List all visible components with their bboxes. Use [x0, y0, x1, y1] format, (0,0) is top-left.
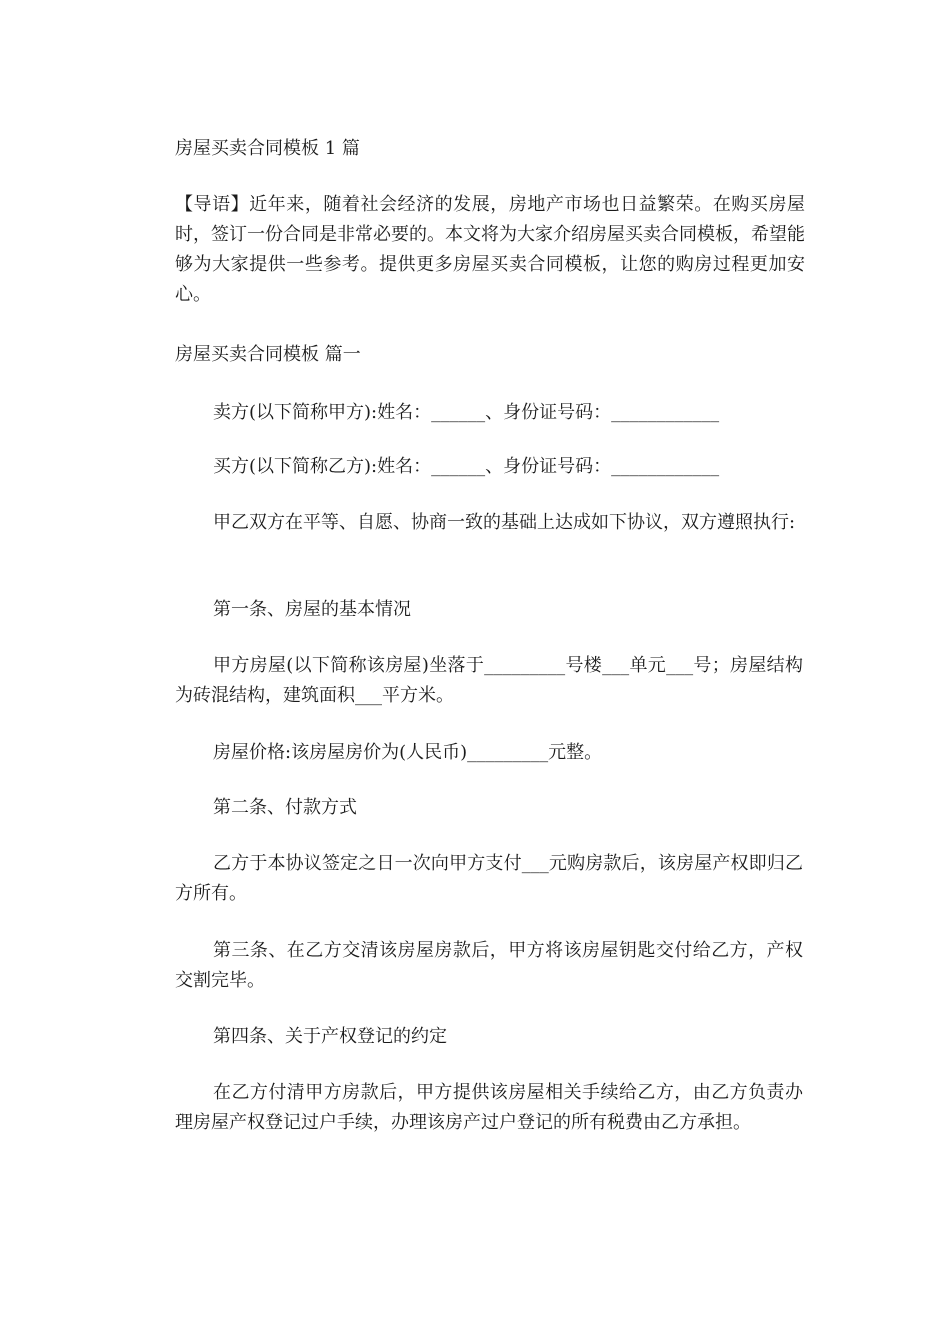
document-title: 房屋买卖合同模板 1 篇 — [175, 138, 360, 159]
buyer-line: 买方(以下简称乙方):姓名：______、身份证号码：____________ — [213, 456, 720, 477]
price-paragraph: 房屋价格:该房屋房价为(人民币)_________元整。 — [213, 742, 603, 763]
article4-title: 第四条、关于产权登记的约定 — [213, 1026, 447, 1047]
article2-title: 第二条、付款方式 — [213, 797, 357, 818]
article4-body: 在乙方付清甲方房款后，甲方提供该房屋相关手续给乙方，由乙方负责办理房屋产权登记过户手续，办理该房产过户登记的所有税费由乙方承担。 — [175, 1082, 803, 1133]
intro-paragraph: 【导语】近年来，随着社会经济的发展，房地产市场也日益繁荣。在购买房屋时，签订一份合同是非常必要的。本文将为大家介绍房屋买卖合同模板，希望能够为大家提供一些参考。提供更多房屋买卖合同模板，让您的购房过程更加安心。 — [175, 194, 805, 305]
agreement-paragraph: 甲乙双方在平等、自愿、协商一致的基础上达成如下协议，双方遵照执行: — [213, 512, 796, 533]
article3-paragraph: 第三条、在乙方交清该房屋房款后，甲方将该房屋钥匙交付给乙方，产权交割完毕。 — [175, 940, 803, 991]
section-title: 房屋买卖合同模板 篇一 — [175, 344, 361, 365]
article1-body: 甲方房屋(以下简称该房屋)坐落于_________号楼___单元___号；房屋结构为砖混结构，建筑面积___平方米。 — [175, 655, 803, 706]
article2-body: 乙方于本协议签定之日一次向甲方支付___元购房款后，该房屋产权即归乙方所有。 — [175, 853, 803, 904]
seller-line: 卖方(以下简称甲方):姓名：______、身份证号码：____________ — [213, 402, 720, 423]
article1-title: 第一条、房屋的基本情况 — [213, 599, 411, 620]
